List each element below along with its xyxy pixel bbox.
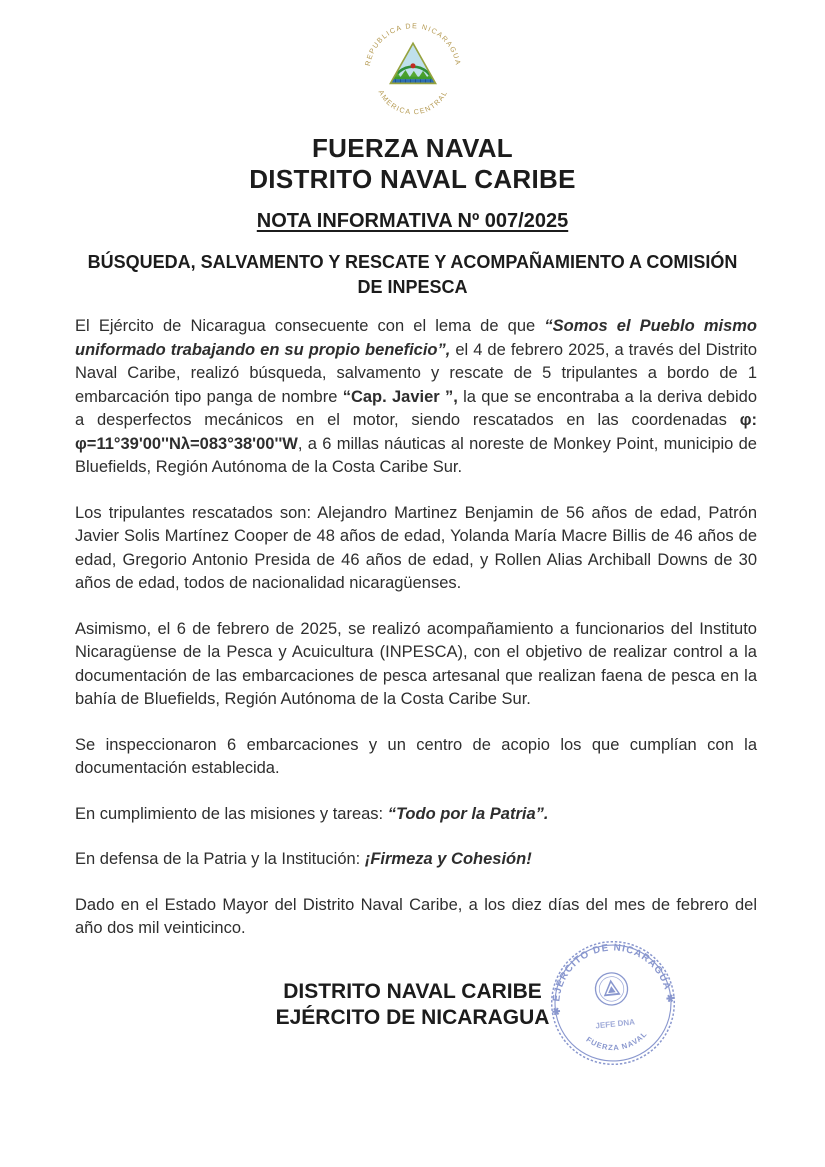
paragraph: [75, 803, 757, 827]
seal-middle-text: JEFE DNA: [595, 1016, 636, 1030]
paragraph: [75, 734, 757, 781]
paragraph-segment: Los tripulantes rescatados son: Alejandro Martinez Benjamin de 56 años de edad, Patrón Javier Solis Martínez Cooper de 48 años de edad, Yolanda María Macre Billis de 46 años de edad, Gregorio Antonio Presida de 46 años de edad, y Rollen Alias Archiball Downs de 30 años de edad, todos de nacionalidad nicaragüenses.: [75, 503, 757, 592]
paragraph: [75, 315, 757, 480]
paragraph-segment: Dado en el Estado Mayor del Distrito Naval Caribe, a los diez días del mes de febrero del año dos mil veinticinco.: [75, 895, 757, 937]
paragraph: [75, 848, 757, 872]
paragraph-segment: En cumplimiento de las misiones y tareas:: [75, 804, 388, 823]
signature-text: [0, 963, 825, 1031]
title-distrito-naval: DISTRITO NAVAL CARIBE: [249, 164, 576, 194]
national-emblem: [0, 0, 825, 127]
signature-line2: EJÉRCITO DE NICARAGUA: [275, 1005, 550, 1029]
svg-text:FUERZA NAVAL: [584, 1028, 651, 1055]
signature-line1: DISTRITO NAVAL CARIBE: [283, 979, 542, 1003]
title-fuerza-naval: FUERZA NAVAL: [312, 133, 513, 163]
paragraph-segment: En defensa de la Patria y la Institución:: [75, 850, 365, 868]
seal-bottom-arc-text: FUERZA NAVAL: [584, 1028, 650, 1052]
navy-seal-icon: [540, 930, 685, 1075]
paragraph-segment: ¡Firmeza y Cohesión!: [364, 850, 532, 868]
nicaragua-coat-of-arms-icon: [342, 18, 484, 122]
paragraph-segment: Se inspeccionaron 6 embarcaciones y un centro de acopio los que cumplían con la documentación establecida.: [75, 735, 757, 777]
paragraph: [75, 502, 757, 596]
subject-heading: BÚSQUEDA, SALVAMENTO Y RESCATE Y ACOMPAÑAMIENTO A COMISIÓN DE INPESCA: [87, 252, 738, 297]
nota-informativa-heading: [0, 210, 825, 233]
paragraph-segment: “Somos el Pueblo mismo uniformado trabajando en su propio beneficio”,: [75, 317, 757, 359]
signature-block: [0, 941, 825, 1123]
emblem-top-arc-text: REPUBLICA DE NICARAGUA: [363, 22, 462, 67]
document-header: [0, 133, 825, 195]
seal-top-arc-text: ✱ EJÉRCITO DE NICARAGUA ✱: [551, 941, 676, 1016]
emblem-bottom-arc-text: AMERICA CENTRAL: [376, 88, 449, 117]
paragraph-segment: el 4 de febrero 2025, a través del Distrito Naval Caribe, realizó búsqueda, salvamento y rescate de 5 tripulantes a bordo de 1 embarcación tipo panga de nombre: [75, 340, 757, 406]
svg-text:AMERICA CENTRAL: [376, 89, 449, 117]
svg-text:✱ EJÉRCITO DE NICARAGUA ✱: [545, 936, 675, 1016]
paragraph-segment: “Cap. Javier ”,: [342, 387, 458, 406]
nota-informativa-text: NOTA INFORMATIVA Nº 007/2025: [256, 210, 569, 232]
paragraph-segment: “Todo por la Patria”.: [387, 804, 549, 823]
paragraph-segment: , a 6 millas náuticas al noreste de Monkey Point, municipio de Bluefields, Región Autónoma de la Costa Caribe Sur.: [75, 434, 757, 476]
seal-inner-emblem: [594, 971, 629, 1006]
paragraph-segment: la que se encontraba a la deriva debido a desperfectos mecánicos en el motor, siendo rescatados en las coordenadas: [75, 387, 757, 429]
paragraph: [75, 618, 757, 712]
paragraph-segment: El Ejército de Nicaragua consecuente con el lema de que: [75, 317, 545, 335]
paragraphs: [0, 300, 825, 941]
paragraph-segment: φ: φ=11°39'00''Nλ=083°38'00''W: [75, 411, 757, 453]
paragraph-segment: Asimismo, el 6 de febrero de 2025, se realizó acompañamiento a funcionarios del Instituto Nicaragüense de la Pesca y Acuicultura (INPESCA), con el objetivo de realizar control a la documentación de las embarcaciones de pesca artesanal que realizan faena de pesca en la bahía de Bluefields, Región Autónoma de la Costa Caribe Sur.: [75, 619, 757, 708]
official-seal-stamp: [540, 930, 685, 1075]
